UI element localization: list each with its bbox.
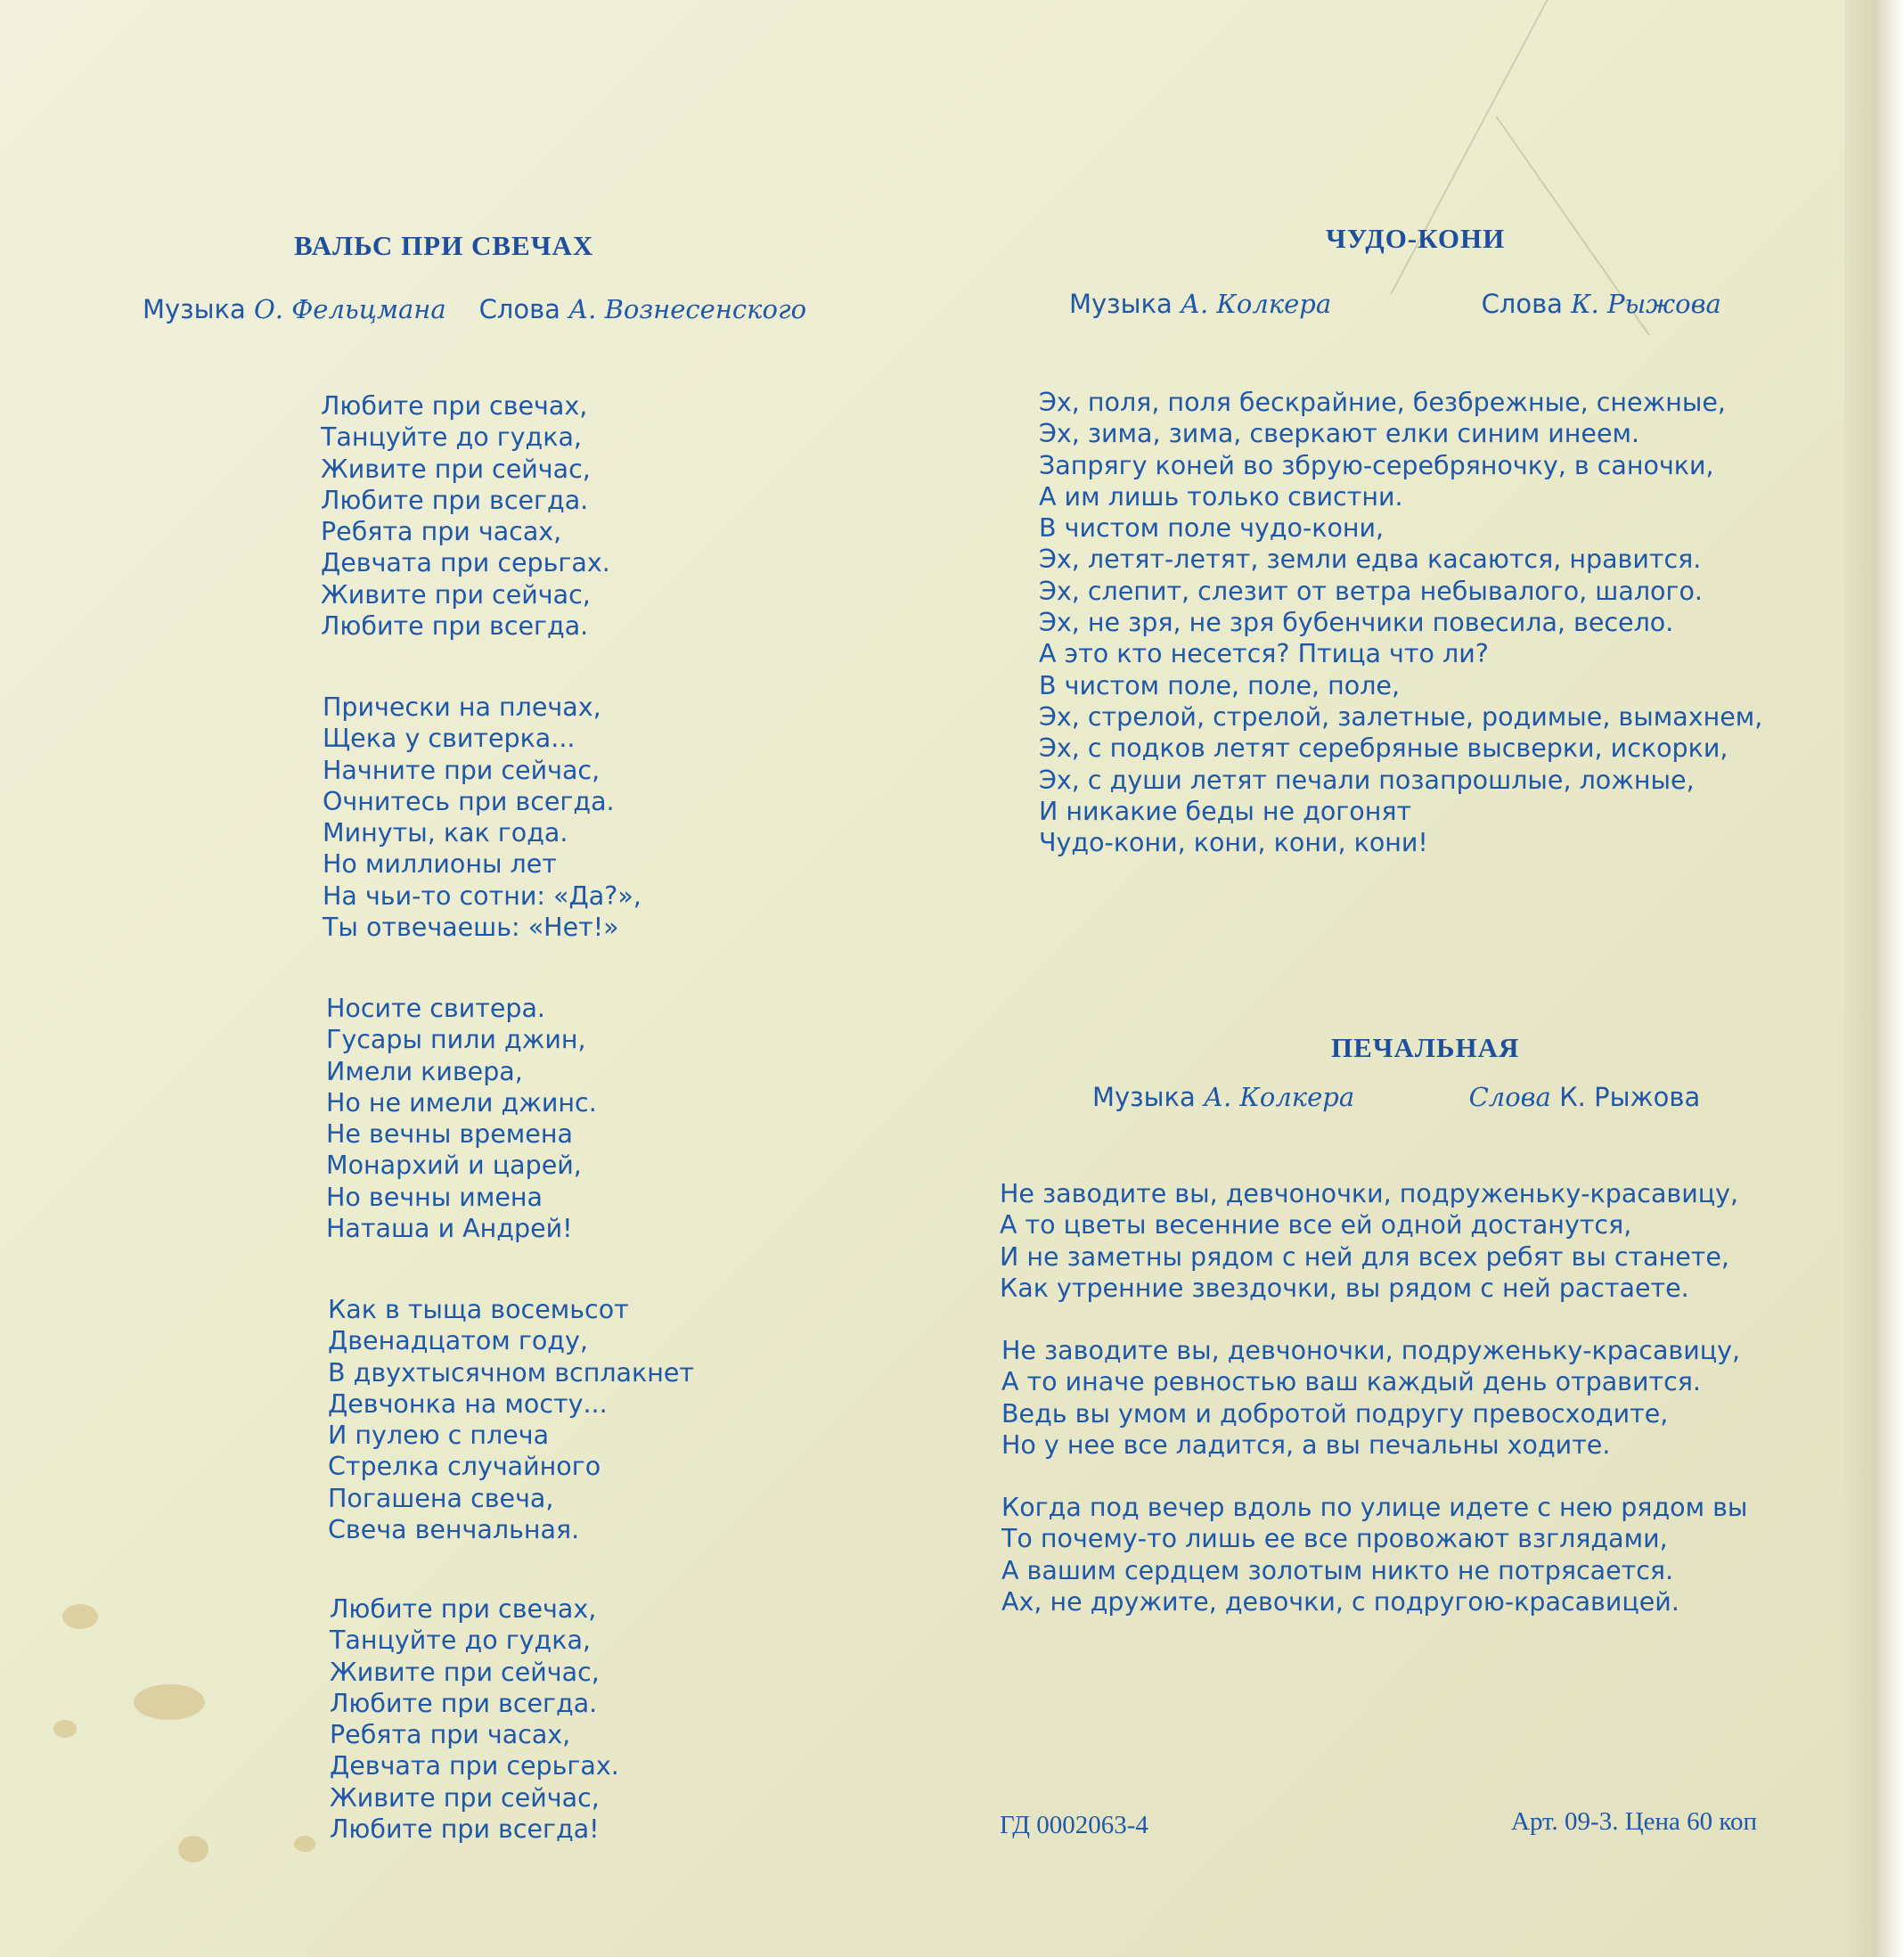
composer-name: О. Фельцмана [254, 294, 446, 324]
lyric-line: А вашим сердцем золотым никто не потрясается. [1001, 1555, 1674, 1585]
lyric-line: Живите при сейчас, [321, 454, 591, 484]
music-label: Музыка [1092, 1082, 1196, 1112]
song-credits-pechalnaya [1092, 1082, 1700, 1112]
lyric-line: Любите при свечах, [321, 391, 588, 421]
lyricist-name: К. Рыжова [1559, 1082, 1701, 1112]
lyric-line: Очнитесь при всегда. [323, 786, 615, 816]
lyric-line: Но не имели джинс. [326, 1087, 597, 1118]
lyric-line: Прически на плечах, [323, 692, 601, 722]
lyric-line: Ведь вы умом и добротой подругу превосходите, [1001, 1398, 1669, 1429]
lyric-line: Но у нее все ладится, а вы печальны ходите. [1001, 1429, 1611, 1460]
stain-mark [294, 1836, 315, 1852]
lyric-line: Эх, с души летят печали позапрошлые, ложные, [1039, 765, 1695, 795]
lyric-line: Ребята при часах, [321, 517, 562, 547]
stain-mark [53, 1720, 77, 1738]
lyric-line: Не заводите вы, девчоночки, подруженьку-красавицу, [1000, 1179, 1739, 1208]
lyric-line: Живите при сейчас, [330, 1657, 600, 1687]
song-title-vals: ВАЛЬС ПРИ СВЕЧАХ [294, 230, 594, 261]
lyrics-chudo-koni [1039, 387, 1762, 858]
lyric-line: Свеча венчальная. [328, 1515, 580, 1545]
lyric-line: Гусары пили джин, [326, 1025, 586, 1055]
lyric-line: И пулею с плеча [328, 1421, 550, 1451]
lyric-line: В чистом поле, поле, поле, [1039, 670, 1400, 700]
composer-name: А. Колкера [1181, 289, 1332, 319]
lyric-line: Танцуйте до гудка, [330, 1625, 591, 1656]
lyric-line: Эх, стрелой, стрелой, залетные, родимые, вымахнем, [1039, 701, 1763, 732]
lyric-line: И никакие беды не догонят [1039, 796, 1412, 826]
lyric-line: Погашена свеча, [328, 1483, 554, 1513]
lyric-line: Ребята при часах, [330, 1720, 571, 1750]
lyric-line: Когда под вечер вдоль по улице идете с нею рядом вы [1001, 1493, 1748, 1522]
lyric-line: Живите при сейчас, [321, 579, 591, 610]
lyric-line: Монархий и царей, [326, 1150, 582, 1181]
song-credits-vals [143, 294, 806, 324]
stanza-3 [326, 993, 597, 1244]
lyric-line: Но миллионы лет [323, 849, 557, 880]
sleeve-edge [1844, 0, 1904, 1957]
words-label: Слова [1468, 1082, 1551, 1112]
lyric-line: Любите при всегда! [330, 1814, 600, 1845]
stain-mark [178, 1836, 208, 1863]
lyric-line: Наташа и Андрей! [326, 1214, 573, 1244]
lyric-line: А им лишь только свистни. [1039, 481, 1403, 512]
lyric-line: Не вечны времена [326, 1119, 573, 1150]
lyric-line: Эх, слепит, слезит от ветра небывалого, шалого. [1039, 576, 1703, 606]
lyric-line: Начните при сейчас, [323, 755, 601, 785]
music-label: Музыка [143, 294, 246, 324]
lyric-line: Ты отвечаешь: «Нет!» [323, 913, 619, 943]
words-label: Слова [1481, 289, 1563, 319]
lyric-line: Любите при свечах, [330, 1594, 597, 1624]
lyric-line: Живите при сейчас, [330, 1782, 600, 1813]
stanza-1 [321, 390, 610, 642]
words-label: Слова [478, 294, 560, 324]
lyric-line: Ах, не дружите, девочки, с подругою-красавицей. [1001, 1586, 1679, 1617]
lyric-line: Чудо-кони, кони, кони, кони! [1039, 828, 1428, 858]
lyric-line: В чистом поле чудо-кони, [1039, 513, 1385, 544]
lyric-line: И не заметны рядом с ней для всех ребят вы станете, [1000, 1241, 1729, 1272]
stanza-4 [328, 1294, 694, 1545]
music-label: Музыка [1069, 289, 1173, 319]
stanza-pechalnaya-1 [1000, 1178, 1738, 1304]
catalog-number: ГД 0002063-4 [1000, 1811, 1148, 1839]
stanza-2 [323, 692, 641, 943]
lyric-line: Эх, не зря, не зря бубенчики повесила, весело. [1039, 608, 1674, 638]
lyric-line: Девчонка на мосту... [328, 1388, 608, 1419]
lyric-line: Эх, зима, зима, сверкают елки синим инеем. [1039, 419, 1640, 449]
price-label: Арт. 09-3. Цена 60 коп [1511, 1807, 1758, 1836]
lyric-line: А то иначе ревностью ваш каждый день отравится. [1001, 1367, 1701, 1397]
lyric-line: Запрягу коней во збрую-серебряночку, в саночки, [1039, 450, 1714, 480]
composer-name: А. Колкера [1204, 1082, 1355, 1112]
lyric-line: Любите при всегда. [321, 611, 589, 642]
lyric-line: Двенадцатом году, [328, 1326, 588, 1356]
song-title-chudo-koni: ЧУДО-КОНИ [1326, 223, 1506, 254]
lyric-line: Не заводите вы, девчоночки, подруженьку-красавицу, [1001, 1336, 1741, 1365]
lyric-line: Имели кивера, [326, 1056, 523, 1086]
lyric-line: В двухтысячном всплакнет [328, 1357, 694, 1388]
lyric-line: Как в тыща восемьсот [328, 1295, 629, 1324]
stanza-pechalnaya-3 [1001, 1492, 1747, 1617]
song-credits-chudo-koni [1069, 289, 1721, 319]
lyric-line: Танцуйте до гудка, [321, 422, 582, 453]
lyricist-name: А. Вознесенского [568, 294, 807, 324]
stanza-pechalnaya-2 [1001, 1335, 1740, 1461]
lyricist-name: К. Рыжова [1571, 289, 1721, 319]
song-title-pechalnaya: ПЕЧАЛЬНАЯ [1331, 1032, 1520, 1063]
stain-mark [134, 1684, 205, 1720]
lyric-line: Девчата при серьгах. [321, 548, 610, 578]
lyric-line: Эх, поля, поля бескрайние, безбрежные, снежные, [1039, 388, 1726, 417]
lyric-line: Носите свитера. [326, 994, 545, 1023]
lyric-line: Любите при всегда. [321, 485, 589, 515]
lyric-line: Девчата при серьгах. [330, 1751, 619, 1781]
lyric-line: А это кто несется? Птица что ли? [1039, 639, 1489, 669]
lyric-line: На чьи-то сотни: «Да?», [323, 880, 641, 911]
lyric-line: Эх, летят-летят, земли едва касаются, нравится. [1039, 545, 1702, 575]
lyric-line: Эх, с подков летят серебряные высверки, искорки, [1039, 733, 1728, 764]
stain-mark [62, 1604, 98, 1629]
lyric-line: Минуты, как года. [323, 818, 568, 848]
stanza-5 [330, 1593, 619, 1845]
lyric-line: Как утренние звездочки, вы рядом с ней растаете. [1000, 1273, 1689, 1303]
lyric-line: То почему-то лишь ее все провожают взглядами, [1001, 1524, 1668, 1554]
lyric-line: Стрелка случайного [328, 1452, 601, 1482]
lyric-line: Щека у свитерка... [323, 724, 576, 754]
lyric-line: Но вечны имена [326, 1182, 543, 1212]
lyric-line: Любите при всегда. [330, 1688, 598, 1718]
lyric-line: А то цветы весенние все ей одной достанутся, [1000, 1210, 1632, 1241]
